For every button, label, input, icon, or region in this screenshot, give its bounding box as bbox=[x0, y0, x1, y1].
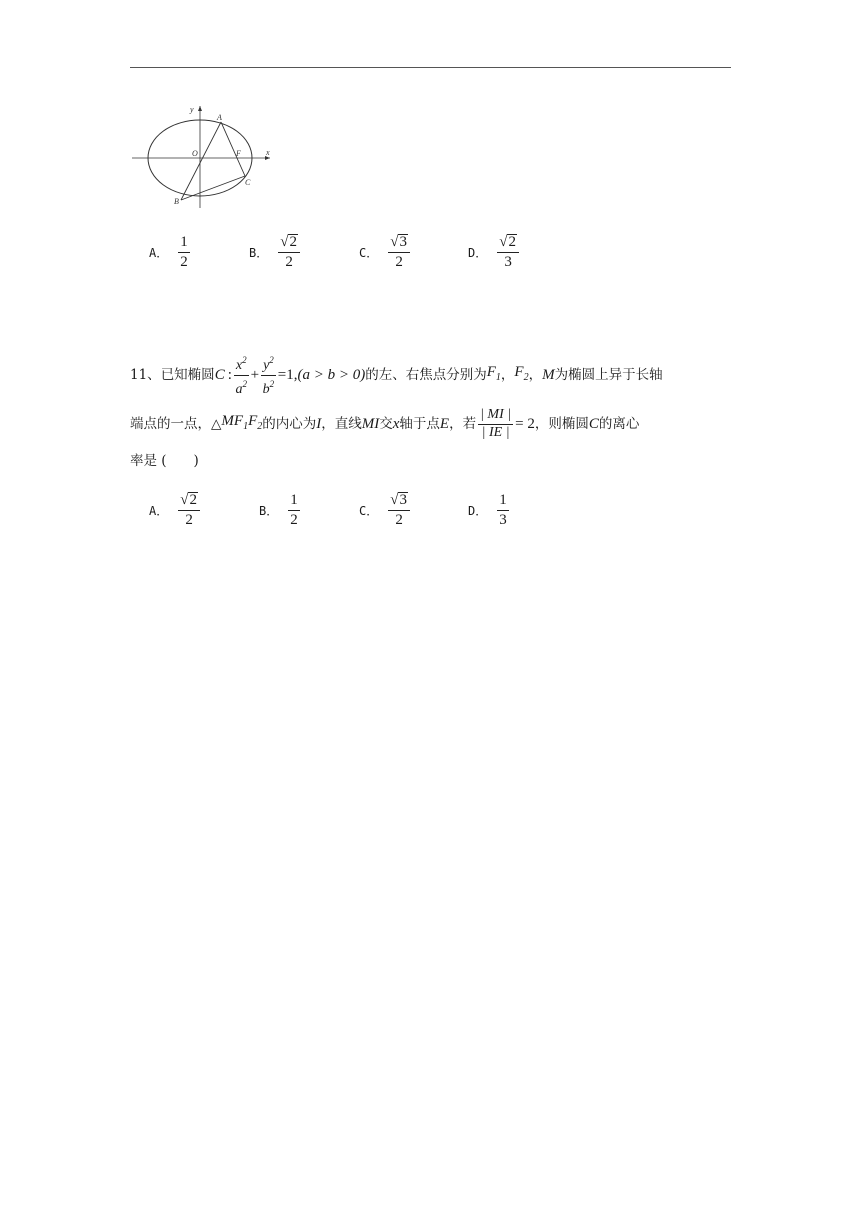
fraction-denominator: 2 bbox=[180, 253, 188, 270]
ellipse-diagram bbox=[128, 100, 278, 212]
ratio-fraction: $\frac{| MI |}{| IE |}$ bbox=[480, 407, 512, 440]
header-rule bbox=[130, 67, 731, 68]
fraction-denominator: 2 bbox=[395, 511, 403, 528]
q10-option-b[interactable] bbox=[249, 232, 300, 272]
sqrt-icon: √ bbox=[390, 233, 399, 250]
fraction-numerator: √3 bbox=[388, 492, 410, 511]
q11-text: ，若 bbox=[449, 416, 477, 432]
q11-option-c[interactable] bbox=[359, 490, 410, 530]
option-letter: B． bbox=[259, 503, 279, 518]
option-letter: D． bbox=[468, 245, 488, 260]
fraction-denominator: 2 bbox=[185, 511, 193, 528]
ellipse-name: C bbox=[214, 367, 225, 383]
fraction-denominator: 3 bbox=[499, 511, 507, 528]
frac-y2-b2: $\frac{y^2}{b^2}$ bbox=[261, 352, 276, 398]
sqrt-icon: √ bbox=[499, 233, 508, 250]
option-letter: B． bbox=[249, 245, 269, 260]
q11-text: ，直线 bbox=[321, 416, 362, 432]
q11-text: 端点的一点，△ bbox=[130, 416, 222, 432]
q11-text: 为椭圆上异于长轴 bbox=[554, 367, 663, 383]
axis-x: x bbox=[392, 416, 400, 432]
option-fraction bbox=[497, 234, 519, 271]
option-letter: C． bbox=[359, 503, 379, 518]
point-e: E bbox=[439, 416, 450, 432]
option-letter: C． bbox=[359, 245, 379, 260]
option-fraction bbox=[388, 492, 410, 529]
sqrt-icon: √ bbox=[180, 491, 189, 508]
q11-line-2 bbox=[130, 402, 639, 446]
q11-text: 已知椭圆 bbox=[160, 367, 215, 383]
q11-options bbox=[149, 490, 669, 530]
focus-f1: $F_1$ bbox=[486, 364, 501, 383]
fraction-numerator: √3 bbox=[388, 234, 410, 253]
fraction-numerator: √2 bbox=[497, 234, 519, 253]
option-fraction bbox=[278, 234, 300, 271]
q11-text: 的离心 bbox=[598, 416, 640, 432]
q11-text: 交 bbox=[379, 416, 393, 432]
q11-option-d[interactable] bbox=[468, 490, 509, 530]
option-fraction bbox=[178, 234, 190, 271]
fraction-denominator: 2 bbox=[285, 253, 293, 270]
ellipse-colon: : bbox=[224, 367, 232, 383]
q11-text: 轴于点 bbox=[399, 416, 440, 432]
option-fraction bbox=[288, 492, 300, 529]
q10-options bbox=[149, 232, 669, 272]
q11-text: 的内心为 bbox=[262, 416, 317, 432]
option-fraction bbox=[497, 492, 509, 529]
label-x: x bbox=[266, 148, 270, 157]
ellipse-figure bbox=[128, 100, 278, 212]
segment-AB bbox=[181, 122, 221, 200]
label-origin: O bbox=[192, 149, 198, 158]
incenter-i: I bbox=[316, 416, 322, 432]
q11-text: ，则椭圆 bbox=[534, 416, 589, 432]
q11-option-a[interactable] bbox=[149, 490, 200, 530]
ratio-value: = 2 bbox=[515, 416, 535, 432]
label-B: B bbox=[174, 197, 179, 206]
q11-option-b[interactable] bbox=[259, 490, 300, 530]
point-m: M bbox=[542, 367, 555, 383]
line-mi: MI bbox=[361, 416, 380, 432]
plus-sign: + bbox=[250, 367, 260, 383]
triangle-mf1f2: $MF_1F_2$ bbox=[221, 413, 263, 432]
fraction-numerator: 1 bbox=[178, 234, 190, 253]
fraction-denominator: 3 bbox=[504, 253, 512, 270]
q11-text: 的左、右焦点分别为 bbox=[365, 367, 487, 383]
fraction-numerator: √2 bbox=[278, 234, 300, 253]
q11-text: 率是 ( ) bbox=[130, 453, 199, 469]
fraction-denominator: 2 bbox=[290, 511, 298, 528]
fraction-numerator: √2 bbox=[178, 492, 200, 511]
q10-option-d[interactable] bbox=[468, 232, 519, 272]
equals-one: =1, bbox=[277, 367, 298, 383]
question-number: 11、 bbox=[130, 367, 161, 383]
condition: (a > b > 0) bbox=[297, 367, 366, 383]
option-fraction bbox=[178, 492, 200, 529]
q11-line-3 bbox=[130, 442, 199, 480]
label-F: F bbox=[236, 149, 241, 158]
q10-option-a[interactable] bbox=[149, 232, 190, 272]
frac-x2-a2: $x^2$ $a^2$ bbox=[234, 352, 249, 398]
y-axis-arrow-icon bbox=[198, 106, 202, 111]
fraction-numerator: 1 bbox=[288, 492, 300, 511]
focus-f2: $F_2$ bbox=[514, 364, 529, 383]
ellipse-name: C bbox=[588, 416, 599, 432]
option-fraction bbox=[388, 234, 410, 271]
fraction-denominator: 2 bbox=[395, 253, 403, 270]
option-letter: A． bbox=[149, 245, 169, 260]
label-y: y bbox=[190, 105, 194, 114]
segment-AC bbox=[221, 122, 245, 176]
sqrt-icon: √ bbox=[280, 233, 289, 250]
option-letter: A． bbox=[149, 503, 169, 518]
segment-BC bbox=[181, 176, 245, 200]
option-letter: D． bbox=[468, 503, 488, 518]
q11-line-1: 11、 已知椭圆 C : $x^2$ $a^2$ + $\frac{y^2}{b^2}$ =1, (a > b > 0) 的左、右焦点分别为 $F_1$ ， $F_2$ ， M 为椭圆上异于长轴 bbox=[130, 352, 663, 398]
fraction-numerator: 1 bbox=[497, 492, 509, 511]
sqrt-icon: √ bbox=[390, 491, 399, 508]
label-C: C bbox=[245, 178, 251, 187]
q10-option-c[interactable] bbox=[359, 232, 410, 272]
label-A: A bbox=[217, 113, 222, 122]
